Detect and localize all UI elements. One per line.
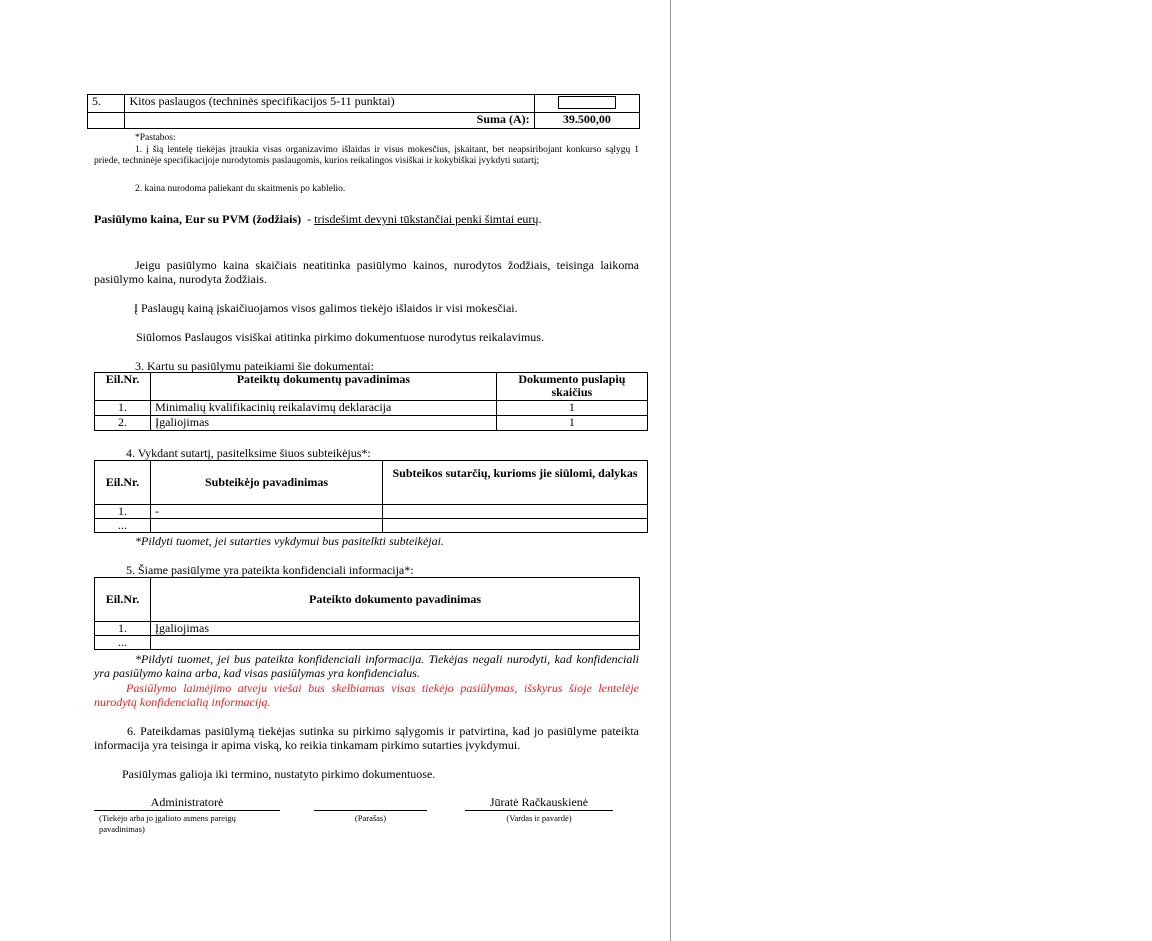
- signature-line: [314, 795, 427, 811]
- notes-item-2: 2. kaina nurodoma paliekant du skaitmenis po kablelio.: [135, 184, 346, 194]
- subcontractors-row-1-name: -: [151, 505, 383, 519]
- notes-item-1: 1. į šią lentelę tiekėjas įtraukia visas organizavimo išlaidas ir visus mokesčius, įskaitant, bet neapsiribojant konkurso sąlygų 1 priede, techninėje specifikacijoje nurodytomis paslaugomis, kurios reikalingos visiškai ir kokybiškai įvykdyti sutartį;: [94, 145, 639, 166]
- price-words-label: Pasiūlymo kaina, Eur su PVM (žodžiais): [94, 212, 302, 226]
- confidential-row-1-number: 1.: [95, 622, 151, 636]
- paragraph-price-mismatch: Jeigu pasiūlymo kaina skaičiais neatitinka pasiūlymo kainos, nurodytos žodžiais, teisinga laikoma pasiūlymo kaina, nurodyta žodžiais.: [94, 258, 639, 286]
- confidential-table: [94, 577, 640, 650]
- documents-row-2-number: 2.: [95, 416, 151, 431]
- price-words-dash: -: [307, 212, 312, 226]
- documents-row-2-name: Įgaliojimas: [151, 416, 497, 431]
- documents-header-pages: Dokumento puslapių skaičius: [496, 373, 647, 401]
- subcontractors-row-2-subject: [383, 519, 648, 533]
- confidential-row-2-name: [151, 636, 640, 650]
- confidential-footnote: *Pildyti tuomet, jei bus pateikta konfidenciali informacija. Tiekėjas negali nurodyti, kad konfidenciali yra pasiūlymo kaina arba, kad visas pasiūlymas yra konfidencialus.: [94, 652, 639, 680]
- price-row-number: 5.: [88, 95, 125, 113]
- paragraph-costs-included: Į Paslaugų kainą įskaičiuojamos visos galimos tiekėjo išlaidos ir visi mokesčiai.: [134, 301, 518, 315]
- confidential-header-name: Pateikto dokumento pavadinimas: [151, 578, 640, 622]
- subcontractors-row-2-number: ...: [95, 519, 151, 533]
- confidential-warning: Pasiūlymo laimėjimo atveju viešai bus skelbiamas visas tiekėjo pasiūlymas, išskyrus šioje lentelėje nurodytą konfidencialią informaciją.: [94, 681, 639, 709]
- confidential-row-2-number: ...: [95, 636, 151, 650]
- documents-table: [94, 372, 648, 431]
- documents-row-1-name: Minimalių kvalifikacinių reikalavimų deklaracija: [151, 401, 497, 416]
- signature-name: Jūratė Račkauskienė: [465, 795, 613, 811]
- confidential-heading: 5. Šiame pasiūlyme yra pateikta konfidenciali informacija*:: [126, 563, 414, 577]
- documents-heading: 3. Kartu su pasiūlymu pateikiami šie dokumentai:: [135, 359, 374, 373]
- caption-signature: (Parašas): [354, 813, 387, 823]
- subcontractors-footnote: *Pildyti tuomet, jei sutarties vykdymui bus pasitelkti subteikėjai.: [135, 534, 444, 548]
- price-words-value: trisdešimt devyni tūkstančiai penki šimtai eurų: [314, 212, 539, 226]
- confidential-row-1-name: Įgaliojimas: [151, 622, 640, 636]
- subcontractors-header-name: Subteikėjo pavadinimas: [151, 461, 383, 505]
- subcontractors-header-number: Eil.Nr.: [95, 461, 151, 505]
- agreement-paragraph: 6. Pateikdamas pasiūlymą tiekėjas sutinka su pirkimo sąlygomis ir patvirtina, kad jo pasiūlyme pateikta informacija yra teisinga ir apima viską, ko reikia tinkamam pirkimo sutarties įvykdymui.: [94, 724, 639, 752]
- documents-row-1-pages: 1: [496, 401, 647, 416]
- documents-header-name: Pateiktų dokumentų pavadinimas: [151, 373, 497, 401]
- price-in-words-line: [94, 212, 654, 226]
- price-words-period: .: [538, 212, 542, 226]
- subcontractors-heading: 4. Vykdant sutartį, pasitelksime šiuos subteikėjus*:: [126, 446, 371, 460]
- subcontractors-table: [94, 460, 648, 533]
- signature-position: Administratorė: [94, 795, 280, 811]
- price-value-cell: [534, 95, 639, 113]
- price-table: [87, 94, 640, 129]
- paragraph-requirements: Siūlomos Paslaugos visiškai atitinka pirkimo dokumentuose nurodytus reikalavimus.: [136, 330, 544, 344]
- sum-value: 39.500,00: [534, 113, 639, 129]
- documents-row-1-number: 1.: [95, 401, 151, 416]
- documents-row-2-pages: 1: [496, 416, 647, 431]
- page-edge-divider: [670, 0, 671, 941]
- subcontractors-header-subject: Subteikos sutarčių, kurioms jie siūlomi, dalykas: [383, 461, 648, 505]
- notes-title: *Pastabos:: [135, 133, 176, 143]
- documents-header-number: Eil.Nr.: [95, 373, 151, 401]
- sum-empty-cell: [88, 113, 125, 129]
- sum-label: Suma (A):: [125, 113, 534, 129]
- confidential-header-number: Eil.Nr.: [95, 578, 151, 622]
- validity-paragraph: Pasiūlymas galioja iki termino, nustatyto pirkimo dokumentuose.: [122, 767, 436, 781]
- subcontractors-row-2-name: [151, 519, 383, 533]
- price-input-box[interactable]: [558, 96, 616, 109]
- subcontractors-row-1-subject: [383, 505, 648, 519]
- caption-position: (Tiekėjo arba jo įgalioto asmens pareigų pavadinimas): [99, 813, 236, 834]
- caption-name: (Vardas ir pavardė): [506, 813, 572, 823]
- price-row-label: Kitos paslaugos (techninės specifikacijos 5-11 punktai): [125, 95, 534, 113]
- subcontractors-row-1-number: 1.: [95, 505, 151, 519]
